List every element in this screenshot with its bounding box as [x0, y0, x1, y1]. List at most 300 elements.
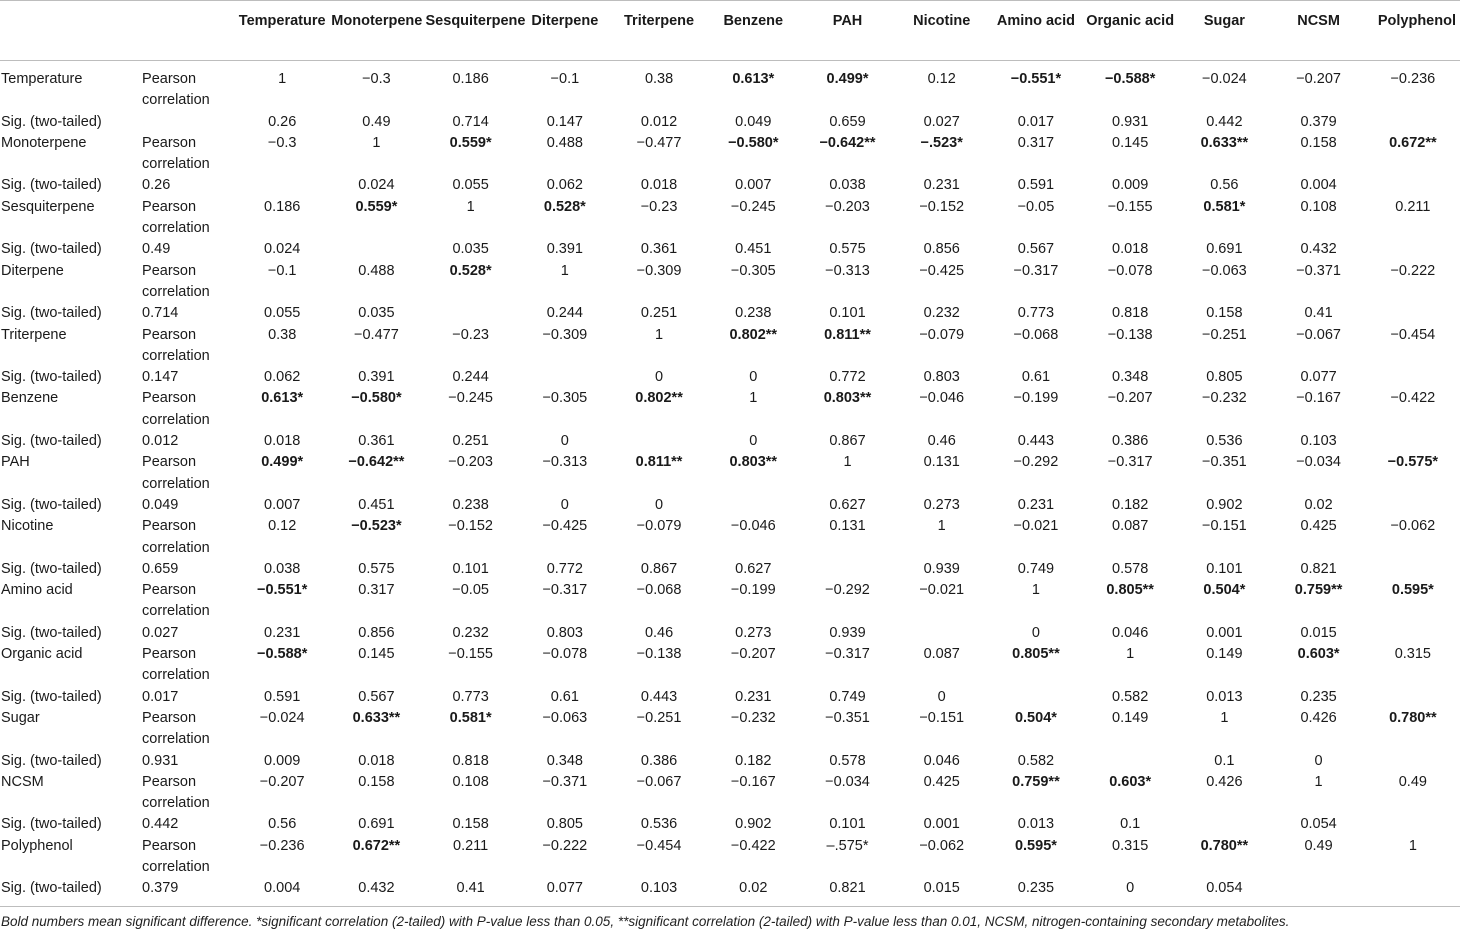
table-row-pah-pearson: [0, 452, 1460, 495]
sig-cell: 0.147: [142, 369, 179, 386]
sig-cell: 0.821: [1300, 560, 1337, 577]
pearson-cell: 1: [278, 71, 287, 87]
table-row-benzene-sig: [0, 431, 1460, 452]
pearson-cell: [800, 388, 894, 431]
pearson-cell: −0.317: [542, 582, 588, 599]
sig-cell: 0.103: [1300, 433, 1337, 450]
pearson-cell: −0.236: [259, 837, 305, 854]
sig-cell: 0.803: [923, 369, 960, 386]
sig-cell: 0.013: [1017, 816, 1055, 833]
pearson-cell: 0.211: [453, 837, 489, 854]
sig-cell: 0.017: [142, 688, 179, 705]
pearson-cell: −0.024: [259, 709, 305, 726]
sig-cell: 0.379: [1300, 113, 1337, 130]
sig-cell: 0.361: [358, 433, 395, 450]
sig-cell: 0: [749, 369, 758, 386]
pearson-cell: [989, 61, 1083, 112]
pearson-cell: 0.158: [358, 773, 395, 790]
sig-cell: 0.578: [829, 752, 866, 769]
sig-cell: 0.536: [1206, 433, 1243, 450]
table-row-triterpene-sig: [0, 367, 1460, 388]
sig-cell: 0.02: [706, 878, 800, 906]
pearson-cell: 0.38: [644, 71, 674, 87]
pearson-cell: [1177, 580, 1271, 623]
pearson-cell: −0.138: [636, 646, 682, 663]
sig-cell: [895, 623, 989, 644]
pearson-cell: 0.149: [1112, 709, 1149, 726]
sig-cell: 0.238: [735, 305, 772, 322]
sig-cell: 0.001: [1206, 624, 1243, 641]
row-label-sesquiterpene: Sesquiterpene: [1, 198, 95, 215]
sig-cell: 0: [655, 496, 664, 513]
sig-cell-empty: [1366, 239, 1460, 260]
pearson-cell: [518, 197, 612, 240]
significant-value: −0.642**: [348, 454, 405, 471]
sig-cell: 0.714: [452, 113, 489, 130]
pearson-cell: −0.251: [1201, 326, 1247, 343]
sig-cell: 0.627: [829, 496, 866, 513]
pearson-cell: −0.152: [448, 518, 493, 535]
table-row-amino-acid-sig: [0, 623, 1460, 644]
pearson-cell: [235, 580, 329, 623]
sig-cell: 0.024: [264, 241, 301, 258]
sig-cell: 0.56: [268, 816, 297, 833]
pearson-cell: [989, 836, 1083, 879]
pearson-cell: [424, 708, 518, 751]
table-row-triterpene-pearson: [0, 325, 1460, 368]
sig-cell: 0.627: [735, 560, 772, 577]
sig-cell: 0.432: [329, 878, 423, 906]
stat-label-sig: Sig. (two-tailed): [1, 113, 102, 130]
pearson-cell: 1: [1408, 837, 1417, 854]
significant-value: −0.588*: [256, 646, 308, 663]
significant-value: 0.595*: [1014, 837, 1057, 854]
sig-cell: 0.038: [264, 560, 301, 577]
pearson-cell: −0.313: [542, 454, 588, 471]
pearson-cell: −0.317: [825, 646, 870, 663]
sig-cell: 0.575: [358, 560, 395, 577]
stat-label-pearson: Pearson correlation: [142, 326, 210, 364]
pearson-cell: −0.151: [919, 709, 965, 726]
sig-cell: 0.244: [546, 305, 583, 322]
sig-cell: 0.055: [452, 177, 489, 194]
pearson-cell: [1177, 197, 1271, 240]
header-triterpene: Triterpene: [612, 1, 706, 61]
sig-cell: 0.49: [362, 113, 391, 130]
pearson-cell: −0.351: [825, 709, 870, 726]
pearson-cell: 0.149: [1206, 646, 1243, 663]
table-row-polyphenol-pearson: [0, 836, 1460, 879]
header-blank-variable: [0, 1, 140, 61]
sig-cell: 0.101: [829, 816, 866, 833]
row-label-amino-acid: Amino acid: [1, 582, 73, 599]
pearson-cell: −0.3: [362, 71, 391, 87]
pearson-cell: 1: [466, 198, 475, 215]
pearson-cell: −0.371: [1296, 262, 1341, 279]
pearson-cell: [706, 133, 800, 176]
pearson-cell: −0.078: [1107, 262, 1153, 279]
pearson-cell: [1366, 133, 1460, 176]
header-amino-acid: Amino acid: [989, 1, 1083, 61]
pearson-cell: −0.313: [825, 262, 870, 279]
pearson-cell: −0.024: [1201, 71, 1247, 87]
sig-cell: 0.012: [640, 113, 678, 130]
sig-cell: 0: [560, 433, 569, 450]
sig-cell: 0.931: [142, 752, 179, 769]
significant-value: −0.642**: [819, 134, 876, 151]
pearson-cell: 0.49: [1398, 773, 1427, 790]
sig-cell: 0.101: [829, 305, 866, 322]
sig-cell: [706, 495, 800, 516]
pearson-cell: [424, 133, 518, 176]
sig-cell: 0: [937, 688, 946, 705]
sig-cell: 0.939: [923, 560, 960, 577]
significant-value: 0.504*: [1014, 709, 1057, 726]
pearson-cell: −0.068: [636, 582, 682, 599]
significant-value: 0.811**: [635, 454, 683, 471]
row-label-ncsm: NCSM: [1, 773, 44, 790]
table-row-nicotine-pearson: [0, 516, 1460, 559]
sig-cell: 0.772: [829, 369, 866, 386]
stat-label-sig: Sig. (two-tailed): [1, 177, 102, 194]
header-polyphenol: Polyphenol: [1366, 1, 1460, 61]
sig-cell: 0.007: [264, 496, 301, 513]
pearson-cell: −0.067: [636, 773, 682, 790]
pearson-cell: [1083, 580, 1177, 623]
header-diterpene: Diterpene: [518, 1, 612, 61]
header-organic-acid: Organic acid: [1083, 1, 1177, 61]
significant-value: 0.805**: [1012, 646, 1060, 663]
pearson-cell: 0.087: [1112, 518, 1149, 535]
pearson-cell: 0.186: [264, 198, 301, 215]
sig-cell: [989, 687, 1083, 708]
sig-cell-empty: [1366, 112, 1460, 133]
pearson-cell: 0.425: [923, 773, 960, 790]
sig-cell: 0.659: [829, 113, 866, 130]
pearson-cell: 0.488: [358, 262, 395, 279]
header-sugar: Sugar: [1177, 1, 1271, 61]
sig-cell: 0.235: [1300, 688, 1337, 705]
pearson-cell: −0.236: [1390, 71, 1436, 87]
pearson-cell: −0.245: [448, 390, 493, 407]
pearson-cell: 0.211: [1395, 198, 1431, 215]
sig-cell: 0.055: [264, 305, 301, 322]
pearson-cell: −0.251: [636, 709, 682, 726]
significant-value: −.523*: [920, 134, 963, 151]
sig-cell: 0.062: [264, 369, 301, 386]
table-row-organic-acid-sig: [0, 687, 1460, 708]
sig-cell: 0.017: [1017, 113, 1055, 130]
pearson-cell: 1: [372, 134, 381, 151]
table-body: [0, 61, 1460, 907]
significant-value: −0.575*: [1387, 454, 1439, 471]
table-header: [0, 1, 1460, 61]
pearson-cell: −0.1: [550, 71, 580, 87]
header-sesquiterpene: Sesquiterpene: [424, 1, 518, 61]
stat-label-sig: Sig. (two-tailed): [1, 560, 102, 577]
sig-cell: 0.244: [452, 369, 489, 386]
sig-cell: 0.018: [1112, 241, 1149, 258]
sig-cell: 0: [749, 433, 758, 450]
significant-value: 0.811**: [824, 326, 871, 343]
table-row-sugar-sig: [0, 751, 1460, 772]
pearson-cell: 1: [937, 518, 946, 535]
pearson-cell: −0.063: [1201, 262, 1247, 279]
significant-value: 0.603*: [1109, 773, 1152, 790]
row-label-diterpene: Diterpene: [1, 262, 64, 279]
stat-label-sig: Sig. (two-tailed): [1, 433, 102, 450]
sig-cell: [329, 239, 423, 260]
pearson-cell: [329, 708, 423, 751]
table-row-ncsm-sig: [0, 814, 1460, 835]
pearson-cell: 0.131: [829, 518, 866, 535]
pearson-cell: [1177, 836, 1271, 879]
stat-label-pearson: Pearson correlation: [142, 518, 210, 556]
pearson-cell: −0.317: [1107, 454, 1153, 471]
table-row-organic-acid-pearson: [0, 644, 1460, 687]
sig-cell-empty: [1366, 431, 1460, 452]
sig-cell: 0.803: [546, 624, 583, 641]
sig-cell: 0.391: [358, 369, 395, 386]
pearson-cell: 1: [1220, 709, 1229, 726]
pearson-cell: −0.199: [730, 582, 776, 599]
header-benzene: Benzene: [706, 1, 800, 61]
sig-cell: [1271, 878, 1365, 906]
stat-label-pearson: Pearson correlation: [142, 709, 210, 748]
sig-cell: 0.001: [923, 816, 960, 833]
pearson-cell: 1: [1314, 773, 1323, 790]
significant-value: 0.759**: [1012, 773, 1060, 790]
sig-cell: 0.578: [1112, 560, 1149, 577]
sig-cell: 0.101: [452, 560, 489, 577]
pearson-cell: [235, 388, 329, 431]
pearson-cell: −0.3: [267, 134, 297, 151]
pearson-cell: −0.292: [825, 582, 870, 599]
table-row-benzene-pearson: [0, 388, 1460, 431]
significant-value: 0.802**: [729, 326, 778, 343]
pearson-cell: [329, 388, 423, 431]
sig-cell: 0.575: [829, 241, 866, 258]
pearson-cell: −0.046: [919, 390, 965, 407]
sig-cell: 0.049: [735, 113, 772, 130]
significant-value: −0.523*: [351, 518, 402, 535]
sig-cell: 0.046: [923, 752, 960, 769]
sig-cell: [424, 303, 518, 324]
table-row-pah-sig: [0, 495, 1460, 516]
sig-cell: 0.235: [989, 878, 1083, 906]
pearson-cell: 1: [1031, 582, 1040, 599]
sig-cell: 0.251: [640, 305, 678, 322]
table-row-diterpene-pearson: [0, 261, 1460, 304]
sig-cell: 0.004: [235, 878, 329, 906]
pearson-cell: −0.203: [448, 454, 493, 471]
sig-cell: 0: [1314, 752, 1323, 769]
pearson-cell: 1: [560, 262, 569, 279]
sig-cell: 0.856: [923, 241, 960, 258]
significant-value: 0.581*: [449, 709, 492, 726]
pearson-cell: 1: [843, 454, 852, 471]
significant-value: −0.580*: [728, 134, 779, 151]
pearson-cell: 0.12: [268, 518, 297, 535]
sig-cell: 0.182: [735, 752, 772, 769]
pearson-cell: −0.079: [636, 518, 682, 535]
sig-cell: 0.567: [358, 688, 395, 705]
sig-cell: [518, 367, 612, 388]
pearson-cell: [895, 133, 989, 176]
sig-cell: 0.158: [1206, 305, 1243, 322]
sig-cell: 0.231: [1017, 496, 1055, 513]
significant-value: 0.803**: [729, 454, 778, 471]
sig-cell: 0.013: [1206, 688, 1243, 705]
sig-cell: 0.251: [452, 433, 489, 450]
pearson-cell: [800, 133, 894, 176]
sig-cell: 0.818: [1112, 305, 1149, 322]
sig-cell: 0.61: [550, 688, 579, 705]
pearson-cell: [1083, 61, 1177, 112]
pearson-cell: −0.371: [542, 773, 588, 790]
significant-value: −0.580*: [351, 390, 402, 407]
pearson-cell: 0.488: [546, 134, 583, 151]
stat-label-sig: Sig. (two-tailed): [1, 624, 102, 641]
pearson-cell: −0.232: [730, 709, 776, 726]
significant-value: 0.672**: [1389, 134, 1437, 151]
sig-cell: 0.103: [612, 878, 706, 906]
pearson-cell: −0.422: [730, 837, 776, 854]
sig-cell: 0.536: [640, 816, 678, 833]
pearson-cell: −0.454: [636, 837, 682, 854]
pearson-cell: −0.305: [730, 262, 776, 279]
pearson-cell: 0.145: [1112, 134, 1149, 151]
pearson-cell: 0.145: [358, 646, 395, 663]
sig-cell: 0.26: [142, 177, 171, 194]
sig-cell: 0.773: [452, 688, 489, 705]
pearson-cell: [329, 452, 423, 495]
pearson-cell: 0.087: [923, 646, 960, 663]
sig-cell-empty: [1366, 814, 1460, 835]
pearson-cell: −0.151: [1201, 518, 1247, 535]
stat-label-sig: Sig. (two-tailed): [0, 878, 140, 906]
sig-cell: 0.46: [644, 624, 674, 641]
significant-value: 0.581*: [1203, 198, 1246, 215]
pearson-cell: [989, 708, 1083, 751]
stat-label-sig: Sig. (two-tailed): [1, 241, 102, 258]
sig-cell: 0.591: [264, 688, 301, 705]
pearson-cell: −0.207: [730, 646, 776, 663]
significant-value: 0.528*: [543, 198, 586, 215]
pearson-cell: [424, 261, 518, 304]
pearson-cell: −0.425: [542, 518, 588, 535]
sig-cell: 0.1: [1214, 752, 1235, 769]
sig-cell: 0.018: [358, 752, 395, 769]
pearson-cell: −0.152: [919, 198, 965, 215]
pearson-cell: [1366, 452, 1460, 495]
pearson-cell: −0.292: [1013, 454, 1059, 471]
row-label-polyphenol: Polyphenol: [1, 837, 73, 854]
pearson-cell: −0.167: [730, 773, 776, 790]
sig-cell: 0.007: [735, 177, 772, 194]
significant-value: 0.504*: [1203, 582, 1246, 599]
header-nicotine: Nicotine: [895, 1, 989, 61]
sig-cell: 0.805: [546, 816, 583, 833]
sig-cell: [1177, 814, 1271, 835]
pearson-cell: 0.158: [1300, 134, 1337, 151]
significant-value: 0.603*: [1297, 646, 1340, 663]
pearson-cell: −0.305: [542, 390, 588, 407]
sig-cell: 0.61: [1021, 369, 1051, 386]
sig-cell: 0.024: [358, 177, 395, 194]
sig-cell: 0.567: [1017, 241, 1055, 258]
sig-cell: 0.821: [800, 878, 894, 906]
pearson-cell: [329, 197, 423, 240]
pearson-cell: [235, 452, 329, 495]
sig-cell: 0.582: [1017, 752, 1055, 769]
table-row-amino-acid-pearson: [0, 580, 1460, 623]
pearson-cell: [1083, 772, 1177, 815]
significant-value: 0.759**: [1294, 582, 1343, 599]
significant-value: 0.633**: [352, 709, 401, 726]
significant-value: 0.633**: [1200, 134, 1249, 151]
pearson-cell: [706, 325, 800, 368]
sig-cell: 0.012: [142, 433, 179, 450]
significant-value: 0.559*: [449, 134, 492, 151]
sig-cell: 0.004: [1300, 177, 1337, 194]
table-row-temperature-sig: [0, 112, 1460, 133]
row-label-temperature: Temperature: [1, 71, 83, 87]
pearson-cell: −0.23: [640, 198, 678, 215]
table-row-diterpene-sig: [0, 303, 1460, 324]
sig-cell: 0.591: [1017, 177, 1055, 194]
pearson-cell: −0.222: [542, 837, 588, 854]
pearson-cell: 0.108: [452, 773, 489, 790]
sig-cell: 0.386: [640, 752, 678, 769]
stat-label-pearson: Pearson correlation: [142, 134, 210, 173]
significant-value: 0.613*: [261, 390, 304, 407]
stat-label-sig: Sig. (two-tailed): [1, 688, 102, 705]
sig-cell: [612, 431, 706, 452]
sig-cell: 0.56: [1210, 177, 1239, 194]
pearson-cell: [1271, 580, 1365, 623]
pearson-cell: 0.108: [1300, 198, 1337, 215]
pearson-cell: −0.199: [1013, 390, 1059, 407]
sig-cell: [235, 175, 329, 196]
pearson-cell: [235, 644, 329, 687]
pearson-cell: 0.49: [1304, 837, 1333, 854]
header-blank-statistic: [140, 1, 235, 61]
sig-cell: 0.443: [1017, 433, 1055, 450]
pearson-cell: −0.138: [1107, 326, 1153, 343]
pearson-cell: [800, 325, 894, 368]
significant-value: 0.805**: [1106, 582, 1154, 599]
sig-cell: 0.939: [829, 624, 866, 641]
pearson-cell: −0.309: [542, 326, 588, 343]
sig-cell-empty: [1366, 878, 1460, 906]
sig-cell: 0.1: [1120, 816, 1141, 833]
pearson-cell: [329, 836, 423, 879]
sig-cell: 0.018: [640, 177, 678, 194]
pearson-cell: −0.222: [1390, 262, 1436, 279]
sig-cell: 0.46: [927, 433, 956, 450]
pearson-cell: [989, 772, 1083, 815]
significant-value: 0.780**: [1200, 837, 1249, 854]
sig-cell: 0: [655, 369, 664, 386]
sig-cell: 0.856: [358, 624, 395, 641]
pearson-cell: −0.034: [1296, 454, 1341, 471]
sig-cell: 0.027: [923, 113, 960, 130]
significant-value: 0.803**: [823, 390, 872, 407]
sig-cell: 0.749: [829, 688, 866, 705]
sig-cell: 0.902: [1206, 496, 1243, 513]
row-label-nicotine: Nicotine: [1, 518, 54, 535]
